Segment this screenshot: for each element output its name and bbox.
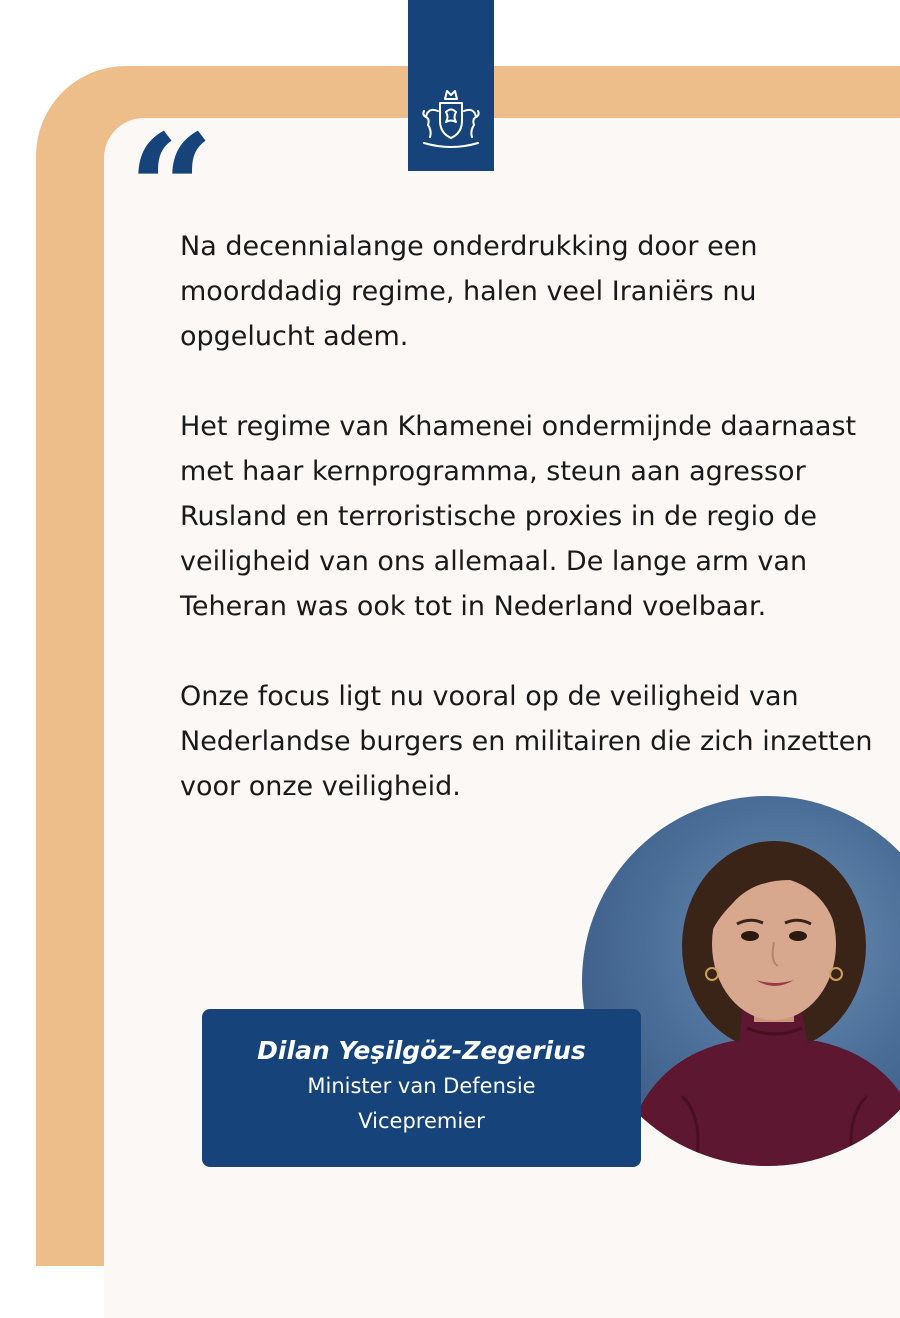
speaker-role: Minister van Defensie [307, 1074, 536, 1098]
dutch-coat-of-arms-icon [416, 85, 486, 155]
speaker-role: Vicepremier [358, 1109, 485, 1133]
quote-paragraph: Onze focus ligt nu vooral op de veiligheid van Nederlandse burgers en militairen die zich inzetten voor onze veiligheid. [180, 681, 873, 802]
quotation-mark-icon: “ [128, 102, 215, 278]
government-logo-banner [408, 0, 494, 171]
quote-text [180, 224, 880, 809]
quote-paragraph: Na decennialange onderdrukking door een moorddadig regime, halen veel Iraniërs nu opgelucht adem. [180, 231, 758, 352]
speaker-name: Dilan Yeşilgöz-Zegerius [257, 1036, 586, 1065]
speaker-name-card [202, 1009, 641, 1167]
quote-paragraph: Het regime van Khamenei ondermijnde daarnaast met haar kernprogramma, steun aan agressor Rusland en terroristische proxies in de regio de veiligheid van ons allemaal. De lange arm van Teheran was ook tot in Nederland voelbaar. [180, 411, 857, 622]
